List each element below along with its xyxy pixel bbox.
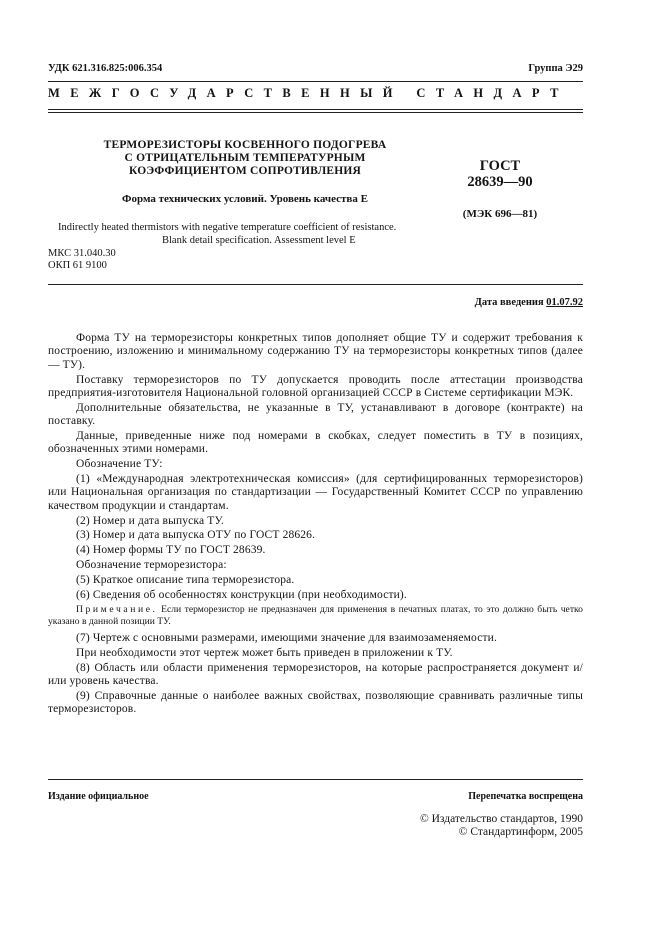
- note-label: Примечание.: [76, 604, 158, 616]
- standard-banner: МЕЖГОСУДАРСТВЕННЫЙ СТАНДАРТ: [48, 86, 569, 100]
- footer-rule: [48, 779, 583, 780]
- list-item: (4) Номер формы ТУ по ГОСТ 28639.: [76, 544, 266, 557]
- paragraph: Форма ТУ на терморезисторы конкретных типов дополняет общие ТУ и содержит требования к построению, изложению и минимальному содержанию ТУ на терморезисторы конкретных типов (далее — ТУ).: [48, 332, 583, 371]
- list-item: (8) Область или области применения терморезисторов, на которые распространяется документ и/или уровень качества.: [48, 661, 583, 688]
- paragraph: При необходимости этот чертеж может быть приведен в приложении к ТУ.: [76, 646, 453, 659]
- document-body: [48, 332, 583, 718]
- copyright-line-2: © Стандартинформ, 2005: [458, 826, 583, 838]
- banner-rule-2: [48, 112, 583, 113]
- gost-number: 28639—90: [467, 174, 533, 190]
- mks-code: МКС 31.040.30: [48, 248, 116, 259]
- udk-code: УДК 621.316.825:006.354: [48, 63, 163, 74]
- paragraph: Обозначение терморезистора:: [76, 559, 227, 572]
- title-line-1: ТЕРМОРЕЗИСТОРЫ КОСВЕННОГО ПОДОГРЕВА: [103, 139, 387, 151]
- header-bottom-rule: [48, 284, 583, 285]
- document-title: [70, 139, 420, 178]
- reprint-notice: Перепечатка воспрещена: [468, 791, 583, 802]
- effective-date-value: 01.07.92: [546, 297, 583, 308]
- list-item: (2) Номер и дата выпуска ТУ.: [76, 514, 224, 527]
- classification-codes: [48, 248, 116, 272]
- document-subtitle: Форма технических условий. Уровень качества E: [122, 193, 368, 205]
- top-rule: [48, 81, 583, 82]
- paragraph: Поставку терморезисторов по ТУ допускается проводить после аттестации производства предприятия-изготовителя Национальной головной организацией СССР в Системе сертификации МЭК.: [48, 373, 583, 400]
- list-item: (9) Справочные данные о наиболее важных свойствах, позволяющие сравнивать различные типы терморезисторов.: [48, 689, 583, 716]
- list-item: (3) Номер и дата выпуска ОТУ по ГОСТ 28626.: [76, 529, 316, 542]
- note-text: Если терморезистор не предназначен для применения в печатных платах, то это должно быть четко указано в данной позиции ТУ.: [48, 604, 583, 628]
- copyright-block: [420, 813, 583, 839]
- okp-code: ОКП 61 9100: [48, 260, 107, 271]
- gost-label: ГОСТ: [479, 158, 521, 174]
- banner-rule-1: [48, 109, 583, 110]
- edition-label: Издание официальное: [48, 791, 149, 802]
- note: [48, 604, 583, 628]
- list-item: (6) Сведения об особенностях конструкции (при необходимости).: [76, 588, 407, 601]
- title-line-3: КОЭФФИЦИЕНТОМ СОПРОТИВЛЕНИЯ: [128, 165, 362, 177]
- title-line-2: С ОТРИЦАТЕЛЬНЫМ ТЕМПЕРАТУРНЫМ: [124, 152, 366, 164]
- gost-designation: [435, 158, 565, 190]
- english-title-1: Indirectly heated thermistors with negative temperature coefficient of resistance.: [58, 222, 397, 233]
- iec-reference: (МЭК 696—81): [462, 208, 538, 220]
- copyright-line-1: © Издательство стандартов, 1990: [419, 813, 583, 825]
- group-code: Группа Э29: [528, 63, 583, 74]
- paragraph: Обозначение ТУ:: [76, 458, 163, 471]
- list-item: (5) Краткое описание типа терморезистора.: [76, 573, 295, 586]
- paragraph: Данные, приведенные ниже под номерами в скобках, следует поместить в ТУ в позициях, обозначенных этими номерами.: [48, 430, 583, 456]
- list-item: (7) Чертеж с основными размерами, имеющими значение для взаимозаменяемости.: [76, 632, 497, 645]
- paragraph: Дополнительные обязательства, не указанные в ТУ, устанавливают в договоре (контракте) на поставку.: [48, 401, 583, 428]
- english-title-2: Blank detail specification. Assessment level E: [162, 235, 356, 246]
- list-item: (1) «Международная электротехническая комиссия» (для сертифицированных терморезисторов) или Национальная организация по стандартизации — Государственный Комитет СССР по управлению качеством продукции и стандартам.: [48, 473, 583, 512]
- effective-date-label: Дата введения: [474, 297, 544, 308]
- effective-date: [475, 297, 583, 308]
